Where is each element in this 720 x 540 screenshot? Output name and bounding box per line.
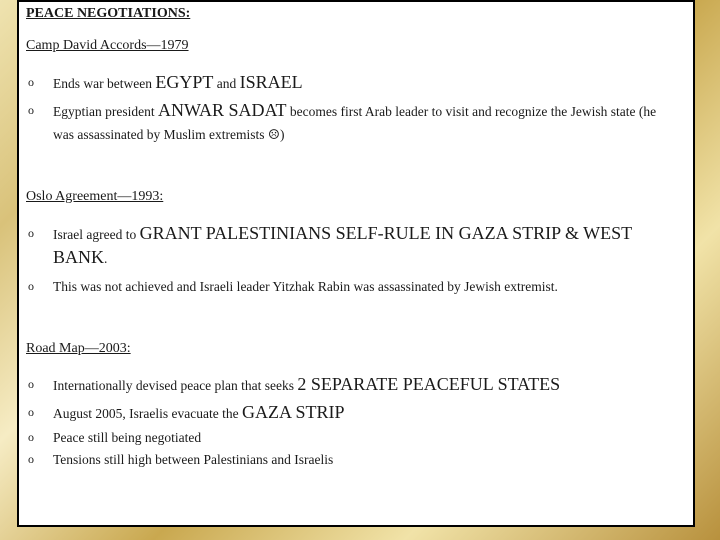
section-heading-oslo: Oslo Agreement—1993:: [26, 189, 164, 204]
list-item-text: Peace still being negotiated: [53, 430, 202, 445]
bullet: o: [28, 103, 34, 117]
list-item: [28, 275, 678, 298]
page-title: PEACE NEGOTIATIONS:: [26, 6, 191, 21]
bullet: o: [28, 279, 34, 293]
list-item-text: August 2005, Israelis evacuate the GAZA STRIP: [53, 402, 345, 422]
list-item: [28, 222, 678, 270]
bullet: o: [28, 377, 34, 391]
list-item: [28, 71, 678, 95]
list-item: [28, 401, 678, 425]
list-item: [28, 99, 678, 146]
bullet: o: [28, 405, 34, 419]
bullet: o: [28, 75, 34, 89]
list-item-text: Israel agreed to GRANT PALESTINIANS SELF-RULE IN GAZA STRIP & WEST BANK.: [53, 223, 632, 267]
list-item-text: Internationally devised peace plan that seeks 2 SEPARATE PEACEFUL STATES: [53, 374, 561, 394]
list-item-text: Tensions still high between Palestinians and Israelis: [53, 452, 334, 467]
list-item-text: Ends war between EGYPT and ISRAEL: [53, 72, 303, 92]
list-item-text: This was not achieved and Israeli leader Yitzhak Rabin was assassinated by Jewish extremist.: [53, 279, 558, 294]
bullet: o: [28, 226, 34, 240]
bullet: o: [28, 452, 34, 466]
bullet: o: [28, 430, 34, 444]
list-item: [28, 448, 678, 471]
section-heading-camp-david: Camp David Accords—1979: [26, 38, 189, 53]
list-item: [28, 373, 678, 397]
slide: [17, 0, 695, 527]
section-heading-road-map: Road Map—2003:: [26, 341, 131, 356]
list-item-text: Egyptian president ANWAR SADAT becomes first Arab leader to visit and recognize the Jewish state (he was assassinated by Muslim extremists ☹): [53, 100, 657, 142]
list-item: [28, 426, 678, 449]
